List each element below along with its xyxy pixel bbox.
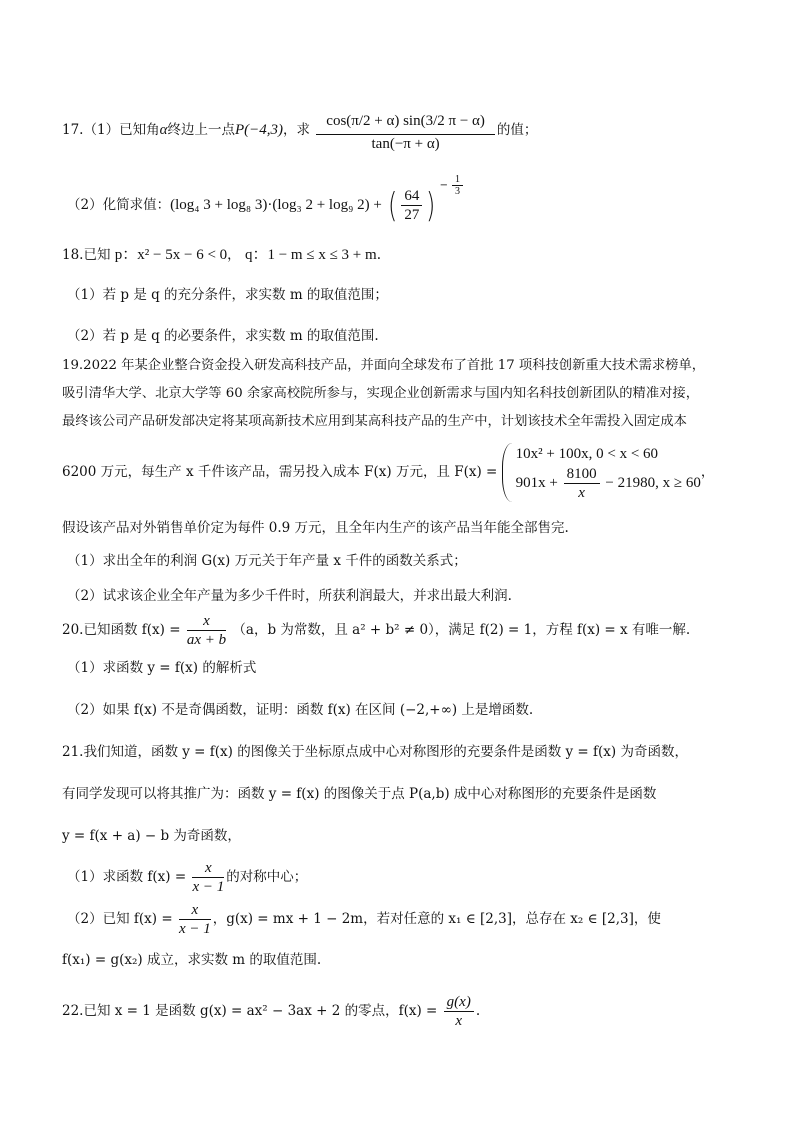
q17-exponent: − <box>439 180 449 191</box>
q19-line2: 吸引清华大学、北京大学等 60 余家高校院所参与，实现企业创新需求与国内知名科技创新团队的精准对接， <box>62 386 700 401</box>
q21-part2-a: （2）已知 f(x) = <box>67 911 173 927</box>
q19-case2-den: x <box>578 485 585 502</box>
q17-part2-fraction <box>401 187 422 224</box>
q19-case2-frac <box>564 465 600 502</box>
q20-intro-text: 20.已知函数 f(x) = <box>62 622 181 638</box>
q17-part2-frac-den: 27 <box>404 207 420 223</box>
q21-part2 <box>67 899 661 939</box>
q17-part1-label: （1）已知角 <box>83 122 160 138</box>
q22-intro <box>62 990 480 1032</box>
q17-part1-ask: ，求 <box>282 122 310 138</box>
q19-part2: （2）试求该企业全年产量为多少千件时，所获利润最大，并求出最大利润. <box>67 588 512 604</box>
q18-p-def: p：x² − 5x − 6 < 0 <box>114 247 228 263</box>
q18-intro-text: 18.已知 <box>62 247 111 263</box>
q21-line2: 有同学发现可以将其推广为：函数 y = f(x) 的图像关于点 P(a,b) 成中心对称图形的充要条件是函数 <box>62 786 657 802</box>
q20-part1: （1）求函数 y = f(x) 的解析式 <box>67 660 257 676</box>
q17-part2-label: （2）化简求值： <box>67 197 171 213</box>
q19-case2-b: − 21980, x ≥ 60 <box>605 474 701 491</box>
q17-part2 <box>67 174 465 230</box>
q20-fraction <box>187 612 226 649</box>
q20-part2: （2）如果 f(x) 不是奇偶函数，证明：函数 f(x) 在区间 (−2,+∞) 上是增函数. <box>67 702 534 718</box>
q19-line4-text: 6200 万元，每生产 x 千件该产品，需另投入成本 F(x) 万元，且 F(x) = <box>62 464 498 480</box>
q17-number: 17. <box>62 122 84 138</box>
q18-q-def: q：1 − m ≤ x ≤ 3 + m <box>244 247 377 263</box>
q21-part1-a: （1）求函数 f(x) = <box>67 869 187 885</box>
q21-part2-num: x <box>179 901 211 920</box>
q22-fraction <box>444 993 474 1030</box>
q19-line5: 假设该产品对外销售单价定为每件 0.9 万元，且全年内生产的该产品当年能全部售完. <box>62 520 569 536</box>
q19-case2-num: 8100 <box>564 465 600 484</box>
q21-part1 <box>67 857 307 897</box>
q20-frac-den: ax + b <box>186 632 227 648</box>
q17-exponent-frac <box>452 174 463 197</box>
q21-part2-frac <box>179 901 211 938</box>
q18-part1: （1）若 p 是 q 的充分条件，求实数 m 的取值范围； <box>67 287 388 303</box>
q17-part2-frac-num: 64 <box>401 187 422 206</box>
q17-left-paren: ( <box>388 185 398 226</box>
q18-intro: 18.已知 p：x² − 5x − 6 < 0， q：1 − m ≤ x ≤ 3 + m. <box>62 247 381 263</box>
q20-frac-num: x <box>187 612 226 631</box>
q20-condition: （a，b 为常数，且 a² + b² ≠ 0），满足 f(2) = 1，方程 f(x) = x 有唯一解. <box>232 622 691 638</box>
q21-part1-num: x <box>192 859 224 878</box>
q17-part1-end: 的值； <box>496 122 538 138</box>
q22-frac-num: g(x) <box>444 993 474 1012</box>
q21-line1: 21.我们知道，函数 y = f(x) 的图像关于坐标原点成中心对称图形的充要条件是函数 y = f(x) 为奇函数， <box>62 744 688 760</box>
q21-part2-den: x − 1 <box>178 921 211 937</box>
q19-case2 <box>516 465 701 502</box>
q19-piecewise <box>502 443 701 502</box>
q19-line1: 19.2022 年某企业整合资金投入研发高科技产品，并面向全球发布了首批 17 项科技创新重大技术需求榜单， <box>62 358 706 373</box>
q22-intro-text: 22.已知 x = 1 是函数 g(x) = ax² − 3ax + 2 的零点，f(x) = <box>62 1003 438 1019</box>
q19-line4 <box>62 440 714 504</box>
q17-numerator: cos(π/2 + α) sin(3/2 π − α) <box>316 108 495 135</box>
q22-frac-den: x <box>455 1013 463 1029</box>
q17-fraction <box>316 108 495 153</box>
q18-part2: （2）若 p 是 q 的必要条件，求实数 m 的取值范围. <box>67 328 379 344</box>
q19-case2-a: 901x + <box>515 474 558 491</box>
q21-line3: y = f(x + a) − b 为奇函数， <box>62 828 241 844</box>
q19-case1: 10x² + 100x, 0 < x < 60 <box>515 445 659 462</box>
q17-point: P(−4,3) <box>234 122 283 138</box>
q19-line4-end: ， <box>700 464 715 480</box>
q17-part1 <box>62 95 537 165</box>
q21-part1-b: 的对称中心； <box>226 869 308 885</box>
q17-exp-den: 3 <box>455 186 461 197</box>
q21-part1-frac <box>192 859 224 896</box>
q21-part2-cont: f(x₁) = g(x₂) 成立，求实数 m 的取值范围. <box>62 952 322 968</box>
q19-part1: （1）求出全年的利润 G(x) 万元关于年产量 x 千件的函数关系式； <box>67 553 467 569</box>
q19-line3: 最终该公司产品研发部决定将某项高新技术应用到某高科技产品的生产中，计划该技术全年需投入固定成本 <box>62 414 687 429</box>
q17-part2-expr: (log₄ 3 + log₈ 3)·(log₃ 2 + log₉ 2) + <box>170 197 382 213</box>
q22-end: . <box>475 1003 481 1019</box>
q17-alpha: α <box>159 122 168 138</box>
q20-intro <box>62 610 690 650</box>
q17-denominator: tan(−π + α) <box>371 136 440 152</box>
q17-exp-num: 1 <box>452 174 463 186</box>
q17-right-paren: ) <box>426 185 436 226</box>
q19-brace <box>502 443 513 502</box>
q21-part2-b: ，g(x) = mx + 1 − 2m，若对任意的 x₁ ∈ [2,3]，总存在 x₂ ∈ [2,3]，使 <box>212 911 661 927</box>
q21-part1-den: x − 1 <box>192 879 225 895</box>
q17-part1-text: 终边上一点 <box>167 122 235 138</box>
